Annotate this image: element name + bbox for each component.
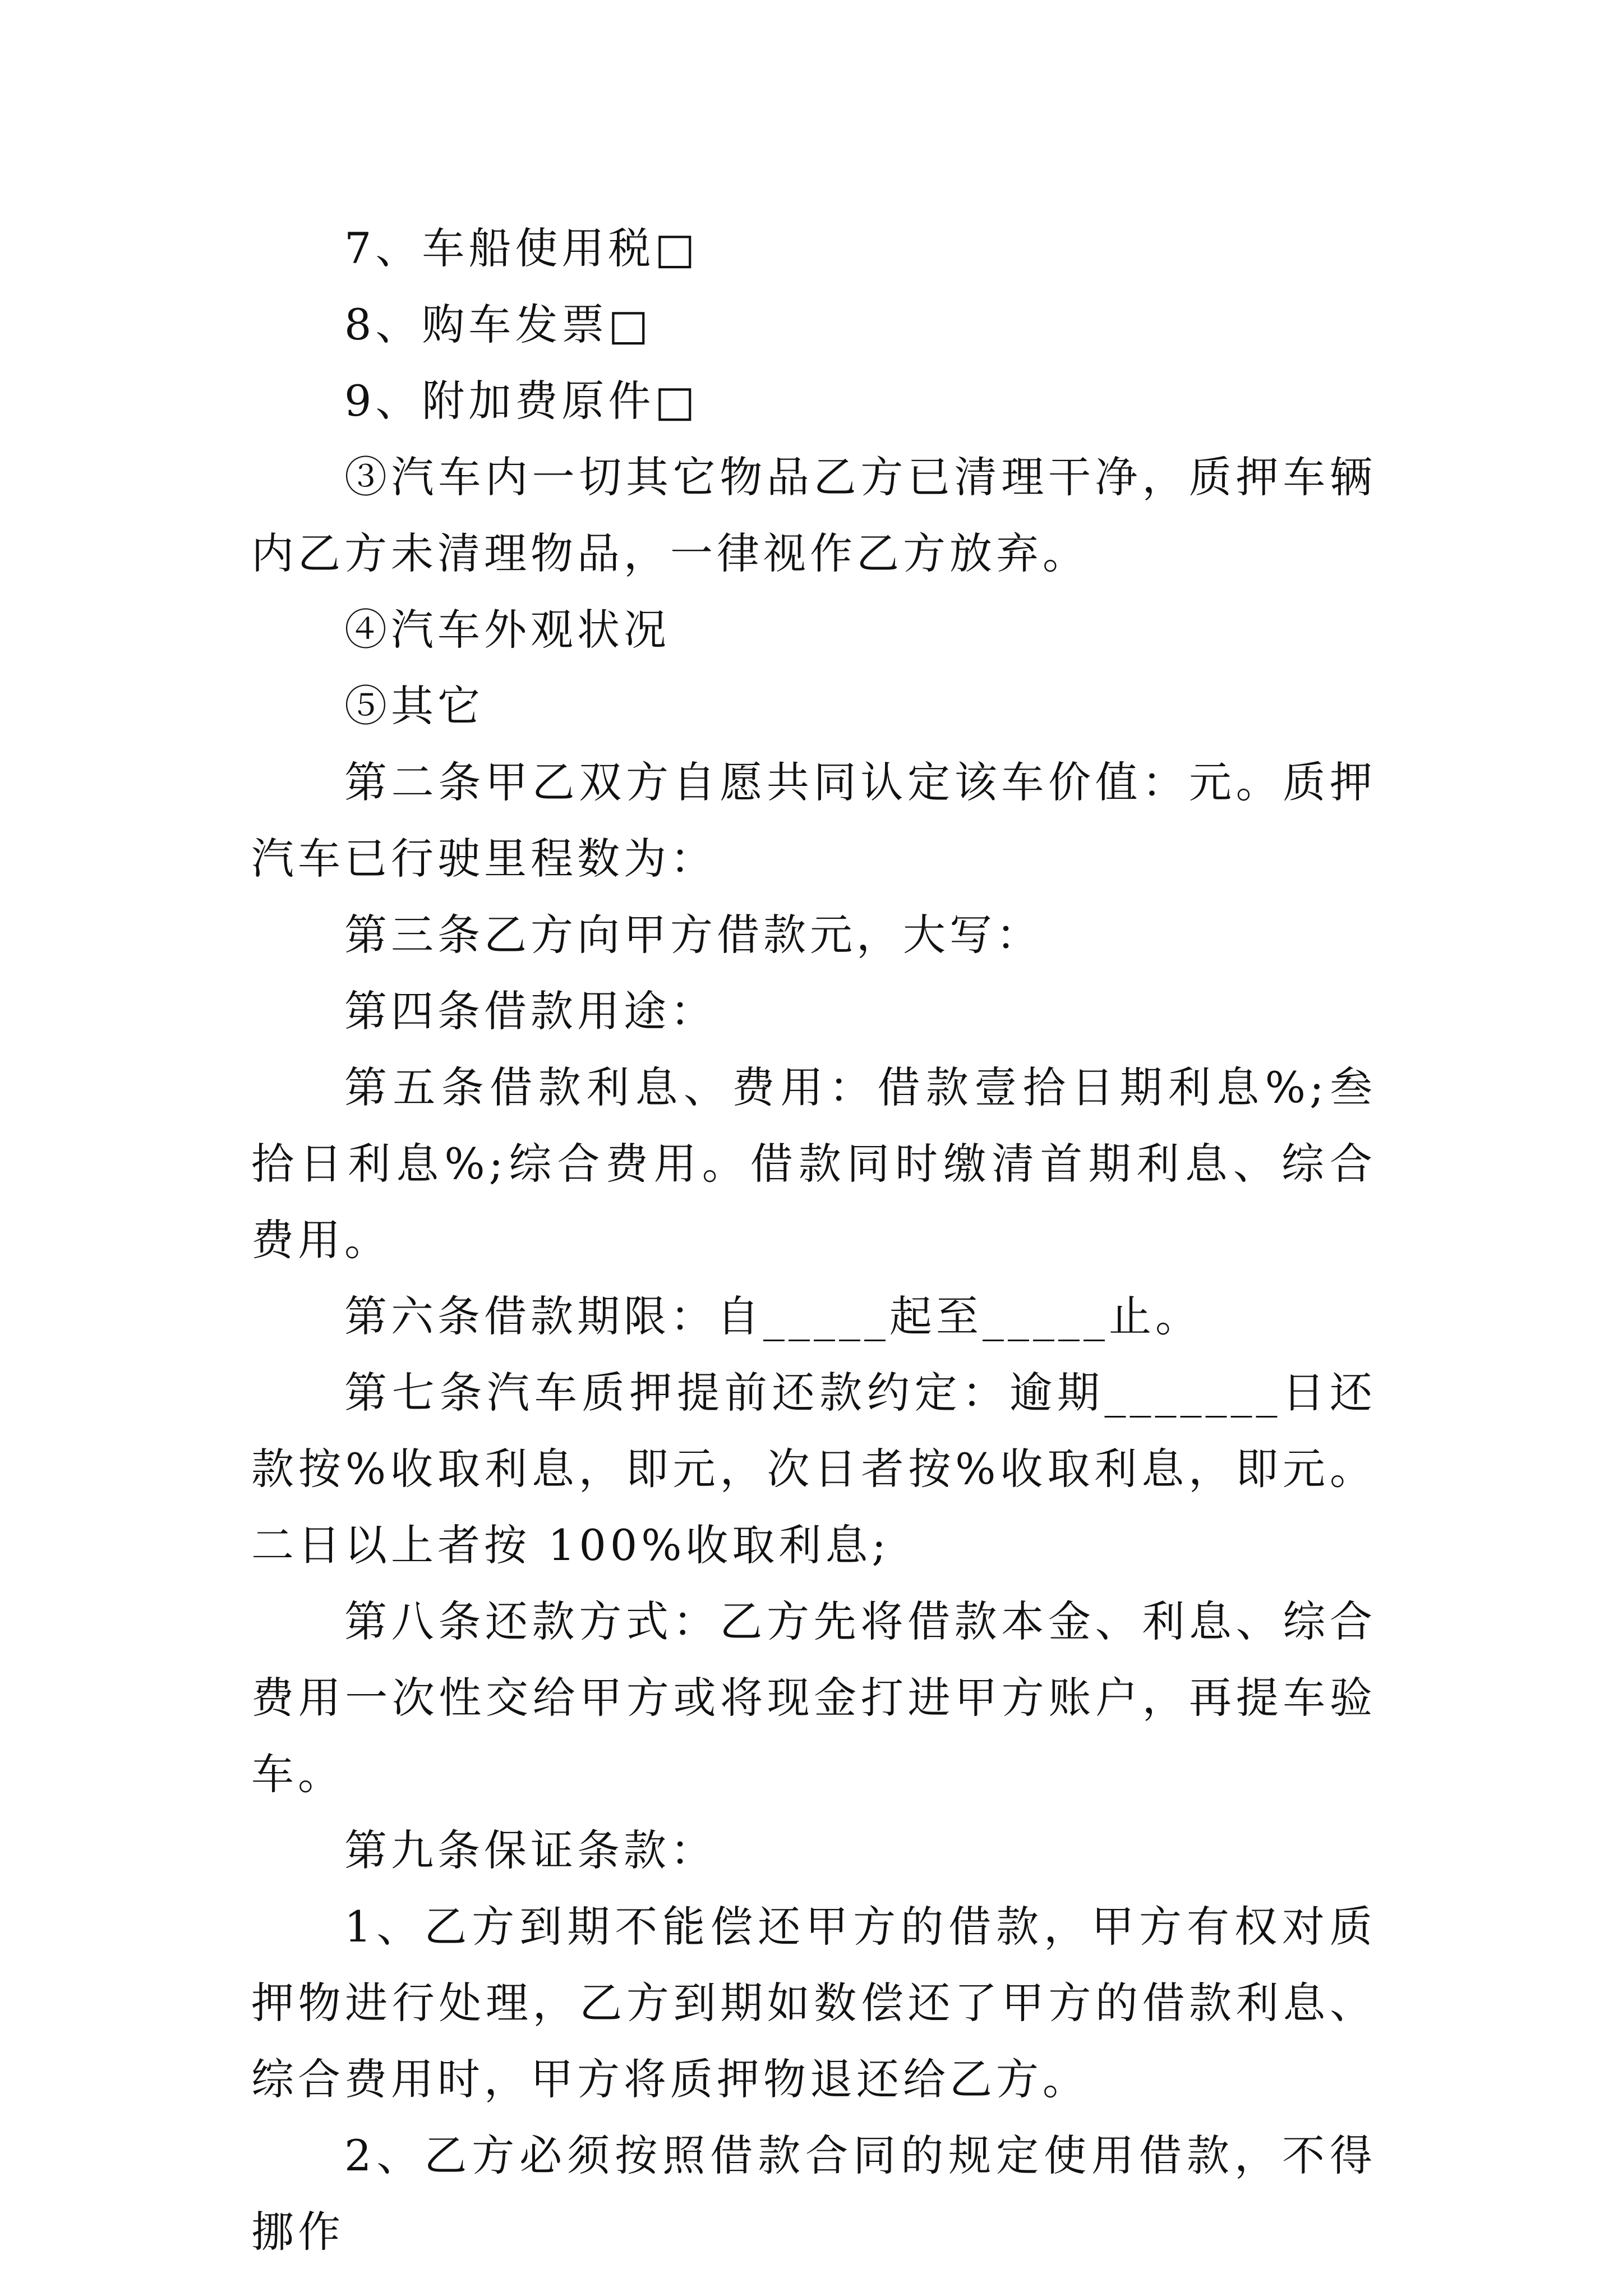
paragraph-item-9: 9、附加费原件□ [344, 376, 699, 426]
paragraph-article-2: 第二条甲乙双方自愿共同认定该车价值：元。质押汽车已行驶里程数为： [251, 757, 1376, 884]
paragraph-article-3: 第三条乙方向甲方借款元，大写： [344, 910, 1043, 960]
paragraph-article-6: 第六条借款期限：自_____起至_____止。 [344, 1291, 1202, 1341]
paragraph-guarantee-2: 2、乙方必须按照借款合同的规定使用借款，不得挪作 [251, 2131, 1376, 2257]
document-body [251, 210, 1376, 2270]
paragraph-article-8: 第八条还款方式：乙方先将借款本金、利息、综合费用一次性交给甲方或将现金打进甲方账户，再提车验车。 [251, 1596, 1376, 1799]
paragraph-clause-3: ③汽车内一切其它物品乙方已清理干净，质押车辆内乙方未清理物品，一律视作乙方放弃。 [251, 452, 1376, 578]
paragraph-article-4: 第四条借款用途： [344, 986, 717, 1036]
paragraph-item-8: 8、购车发票□ [344, 300, 653, 349]
paragraph-item-7: 7、车船使用税□ [344, 223, 699, 273]
paragraph-guarantee-1: 1、乙方到期不能偿还甲方的借款，甲方有权对质押物进行处理，乙方到期如数偿还了甲方的借款利息、综合费用时，甲方将质押物退还给乙方。 [251, 1902, 1376, 2104]
paragraph-clause-4: ④汽车外观状况 [344, 605, 670, 655]
paragraph-article-5: 第五条借款利息、费用：借款壹拾日期利息%;叁拾日利息%;综合费用。借款同时缴清首期利息、综合费用。 [251, 1062, 1376, 1265]
paragraph-article-9: 第九条保证条款： [344, 1825, 717, 1875]
paragraph-article-7: 第七条汽车质押提前还款约定：逾期_______日还款按%收取利息，即元，次日者按%收取利息，即元。二日以上者按 100%收取利息; [251, 1368, 1376, 1570]
paragraph-clause-5: ⑤其它 [344, 681, 484, 731]
